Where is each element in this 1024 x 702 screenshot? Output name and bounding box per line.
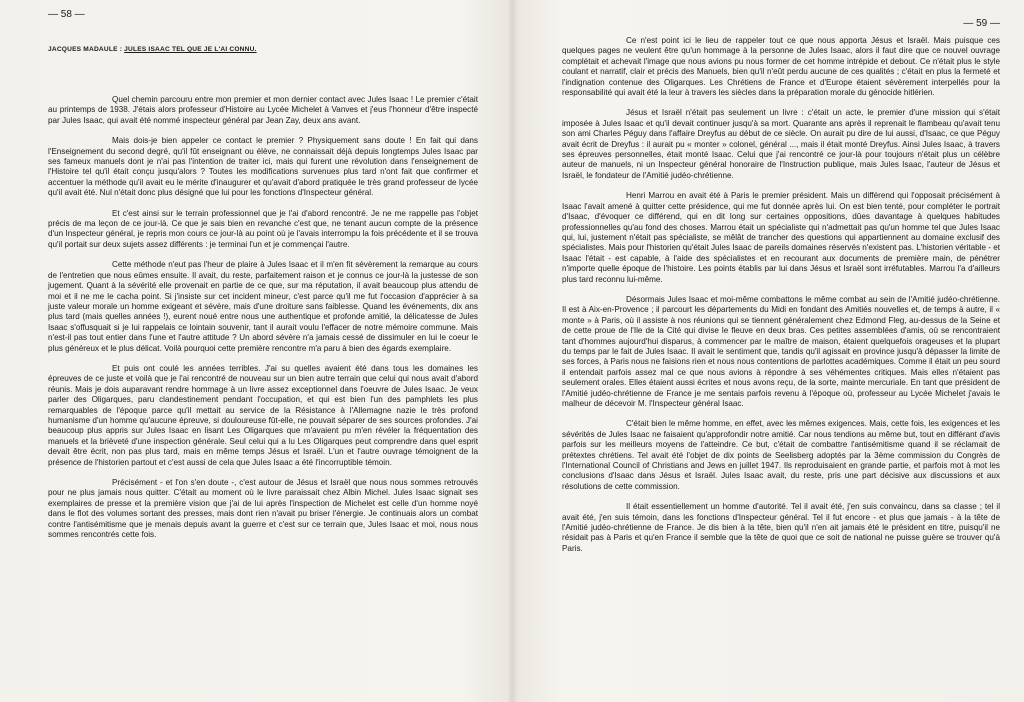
paragraph: Il était essentiellement un homme d'autorité. Tel il avait été, j'en suis convaincu, dans sa classe ; tel il avait été, j'en suis témoin, dans les fonctions d'Inspecteur général. Tel il fut encore - et plus que jamais - à la tête de l'Amitié judéo-chrétienne de France. Je dis bien à la tête, bien qu'il n'en ait jamais été le président en titre, puisqu'il ne résidait pas à Paris et qu'en France il semble que la tête de quoi que ce soit de national ne puisse guère se trouver qu'à Paris. <box>562 502 1000 553</box>
paragraph: Cette méthode n'eut pas l'heur de plaire à Jules Isaac et il m'en fit sévèrement la remarque au cours de l'entretien que nous eûmes ensuite. Il avait, du reste, parfaitement raison et je connus ce jour-là la justesse de son jugement. Quant à la sévérité elle provenait en partie de ce que, sur ma réputation, il avait beaucoup plus attendu de moi et il ne me le cacha point. Si j'insiste sur cet incident mineur, c'est parce qu'il me fut l'occasion d'apprécier à sa juste valeur morale un homme exigeant et sévère, mais d'une droiture sans faiblesse. Quand les événements, dix ans plus tard (mais quelles années !), eurent noué entre nous une authentique et profonde amitié, la délicatesse de Jules Isaac s'offusquait si je lui rappelais ce lointain souvenir, tant il aurait voulu l'effacer de notre mémoire commune. Mais n'est-il pas tout entier dans l'une et l'autre attitude ? Un abord sévère n'a jamais cessé de dissimuler en lui le coeur le plus généreux et le plus délicat. Voilà pourquoi cette première rencontre m'a paru à bien des égards exemplaire. <box>48 260 478 353</box>
paragraph: C'était bien le même homme, en effet, avec les mêmes exigences. Mais, cette fois, les exigences et les sévérités de Jules Isaac ne faisaient qu'approfondir notre amitié. Car nous tendions au même but, tout en différant d'avis parfois sur les meilleurs moyens de l'atteindre. Ce but, c'était de combattre l'antisémitisme quand il se réclamait de prétextes chrétiens. Tel avait été l'objet de dix points de Seelisberg adoptés par la 3ème commission du Congrès de l'International Council of Christians and Jews en juillet 1947. Ils reproduisaient en grande partie, et parfois mot à mot les conclusions d'Isaac dans Jésus et Israël. Jules Isaac avait, du reste, pris une part décisive aux discussions et aux résolutions de cette commission. <box>562 419 1000 491</box>
left-page <box>48 0 478 702</box>
paragraph: Ce n'est point ici le lieu de rappeler tout ce que nous apporta Jésus et Israël. Mais puisque ces quelques pages ne veulent être qu'un hommage à la personne de Jules Isaac, alors il faut dire que ce nouvel ouvrage complétait et achevait l'image que nous avions pu nous former de cet homme intrépide et debout. Ce n'était plus le style coulant et narratif, clair et précis des Manuels, bien qu'il n'eût perdu aucune de ces qualités ; c'était en plus la fermeté et l'indignation contenue des Oligarques. Les Chrétiens de France et d'Europe étaient sévèrement interpellés pour la responsabilité qui avait été la leur à travers les siècles dans la préparation morale du génocide hitlérien. <box>562 36 1000 98</box>
page-number: — 58 — <box>48 9 85 20</box>
page-body <box>562 36 1000 554</box>
page-body <box>48 95 478 540</box>
paragraph: Jésus et Israël n'était pas seulement un livre : c'était un acte, le premier d'une mission qui s'était imposée à Jules Isaac et qu'il devait continuer jusqu'à sa mort. Quarante ans après il reprenait le flambeau qu'avait tenu son ami Charles Péguy dans l'affaire Dreyfus au début de ce siècle. On aurait pu dire de lui aussi, d'Isaac, ce que Péguy avait écrit de Dreyfus : il aurait pu « monter » colonel, général ..., mais il était monté Dreyfus. Ainsi Jules Isaac, à travers ses épreuves personnelles, était monté Isaac. Celui que j'ai rencontré ce jour-là pour toujours n'était plus un célèbre auteur de manuels, ni un Inspecteur général honoraire de l'Instruction publique, mais Jules Isaac, l'auteur de Jésus et Israël, le fondateur de l'Amitié judéo-chrétienne. <box>562 108 1000 180</box>
paragraph: Quel chemin parcouru entre mon premier et mon dernier contact avec Jules Isaac ! Le premier c'était au printemps de 1938. J'étais alors professeur d'Histoire au Lycée Michelet à Vanves et j'eus l'honneur d'être inspecté par Jules Isaac, qui avait été nommé inspecteur général par Jean Zay, deux ans avant. <box>48 95 478 125</box>
paragraph: Et c'est ainsi sur le terrain professionnel que je l'ai d'abord rencontré. Je ne me rappelle pas l'objet précis de ma leçon de ce jour-là. Ce que je sais bien en revanche c'est que, ne tenant aucun compte de la présence d'un Inspecteur général, je repris mon cours ce jour-là au point où je l'avais interrompu la fois précédente et il se trouva qu'il portait sur deux sujets assez différents : je terminai l'un et je commençai l'autre. <box>48 208 478 249</box>
paragraph: Mais dois-je bien appeler ce contact le premier ? Physiquement sans doute ! En fait qui dans l'Enseignement du second degré, qu'il fût enseignant ou élève, ne connaissait déjà depuis longtemps Jules Isaac par ses fameux manuels dont je n'ai pas l'intention de traiter ici, mais qui furent une révolution dans l'enseignement de l'Histoire tel qu'il était conçu jusqu'alors ? Toutes les modifications survenues plus tard n'ont fait que confirmer et accentuer la méthode qu'il avait eu le mérite d'inaugurer et qu'avait d'abord pratiquée le très grand professeur de lycée qu'il avait été. Nul n'était donc plus désigné que lui pour les fonctions d'Inspecteur général. <box>48 136 478 198</box>
right-page <box>562 0 1000 702</box>
paragraph: Désormais Jules Isaac et moi-même combattons le même combat au sein de l'Amitié judéo-chrétienne. Il est à Aix-en-Provence ; il parcourt les départements du Midi en fondant des Amitiés nouvelles et, de temps à autre, il « monte » à Paris, où il assiste à nos réunions qui se tiennent généralement chez Edmond Fleg, au-dessus de la Seine et de cette proue de l'Ile de la Cité qui divise le fleuve en deux bras. Ces petites assemblées d'amis, où se rencontraient tant d'hommes aujourd'hui disparus, à commencer par le maître de maison, étaient quelquefois orageuses et la plupart du temps par le fait de Jules Isaac. Il avait le sentiment que, tandis qu'il agissait en province jusqu'à dépasser la limite de ses forces, à Paris nous ne faisions rien et nous nous contentions de parlottes académiques. Comme il était un peu sourd il entendait parfois assez mal ce que nous avions à répondre à ses véhémentes critiques. Mais elles n'étaient pas seulement orales. Elles étaient aussi écrites et nous avons reçu, de la sorte, mainte mercuriale. En tant que président de l'Amitié judéo-chrétienne de France je me sentais parfois revenu à l'époque où, professeur au Lycée Michelet j'avais le malheur de décevoir M. l'Inspecteur général Isaac. <box>562 294 1000 408</box>
running-head-title: JULES ISAAC TEL QUE JE L'AI CONNU. <box>124 46 257 53</box>
paragraph: Précisément - et l'on s'en doute -, c'est autour de Jésus et Israël que nous nous sommes retrouvés pour ne plus jamais nous quitter. C'était au moment où le livre paraissait chez Albin Michel. Jules Isaac signait ses exemplaires de presse et la première vision que j'ai de lui après l'inspection de Michelet est celle d'un homme noyé dans le flot des volumes sortant des presses, mais dont rien n'avait pu briser l'énergie. Je continuais alors un combat contre l'antisémitisme que je menais depuis avant la guerre et c'est sur ce terrain que, Jules Isaac et moi, nous nous sommes rencontrés cette fois. <box>48 478 478 540</box>
paragraph: Et puis ont coulé les années terribles. J'ai su quelles avaient été dans tous les domaines les épreuves de ce juste et voilà que je l'ai rencontré de nouveau sur un bien autre terrain que celui qui nous avait d'abord réunis. Mais je dois auparavant rendre hommage à un livre assez exceptionnel dans l'oeuvre de Jules Isaac. Je veux parler des Oligarques, paru clandestinement pendant l'occupation, et qui est bien l'un des pamphlets les plus remarquables de l'époque parce qu'il mettait au service de la Résistance à l'Allemagne nazie le très profond humanisme d'un homme qu'aucune épreuve, si douloureuse fût-elle, ne pouvait séparer de ses sources profondes. J'ai beaucoup plus appris sur Jules Isaac en lisant Les Oligarques que m'avaient pu m'en révéler la fréquentation des manuels et la brièveté d'une inspection générale. Seul celui qui a lu Les Oligarques peut comprendre dans quel esprit devait être écrit, non pas plus tard, mais en même temps Jésus et Israël. L'un et l'autre ouvrage témoignent de la présence de l'historien partout et c'est aussi de cela que Jules Isaac a été l'incorruptible témoin. <box>48 363 478 467</box>
paragraph: Henri Marrou en avait été à Paris le premier président. Mais un différend qui l'opposait précisément à Isaac l'avait amené à quitter cette présidence, qui me fut donnée après lui. On est bien tenté, pour compléter le portrait d'Isaac, d'évoquer ce différend, qui en dit long sur certaines oppositions, dûes davantage à quelques habitudes professionnelles qu'au fond des choses. Marrou était un spécialiste qui n'admettait pas qu'un homme tel que Jules Isaac qui, lui, justement n'était pas spécialiste, se mêlât de trancher des questions qui appartiennent au domaine exclusif des spécialistes. Mais pour l'historien qu'était Jules Isaac de pareils domaines réservés n'existent pas. L'historien véritable - et Isaac l'était - est capable, à l'aide des spécialistes et en recourant aux documents de première main, de pénétrer n'importe quelle époque de l'histoire. Les points établis par lui dans Jésus et Israël sont irréfutables. Marrou l'a d'ailleurs plus tard reconnu lui-même. <box>562 191 1000 284</box>
page-number: — 59 — <box>963 18 1000 29</box>
running-head <box>48 46 478 53</box>
running-head-author: JACQUES MADAULE : <box>48 46 125 53</box>
